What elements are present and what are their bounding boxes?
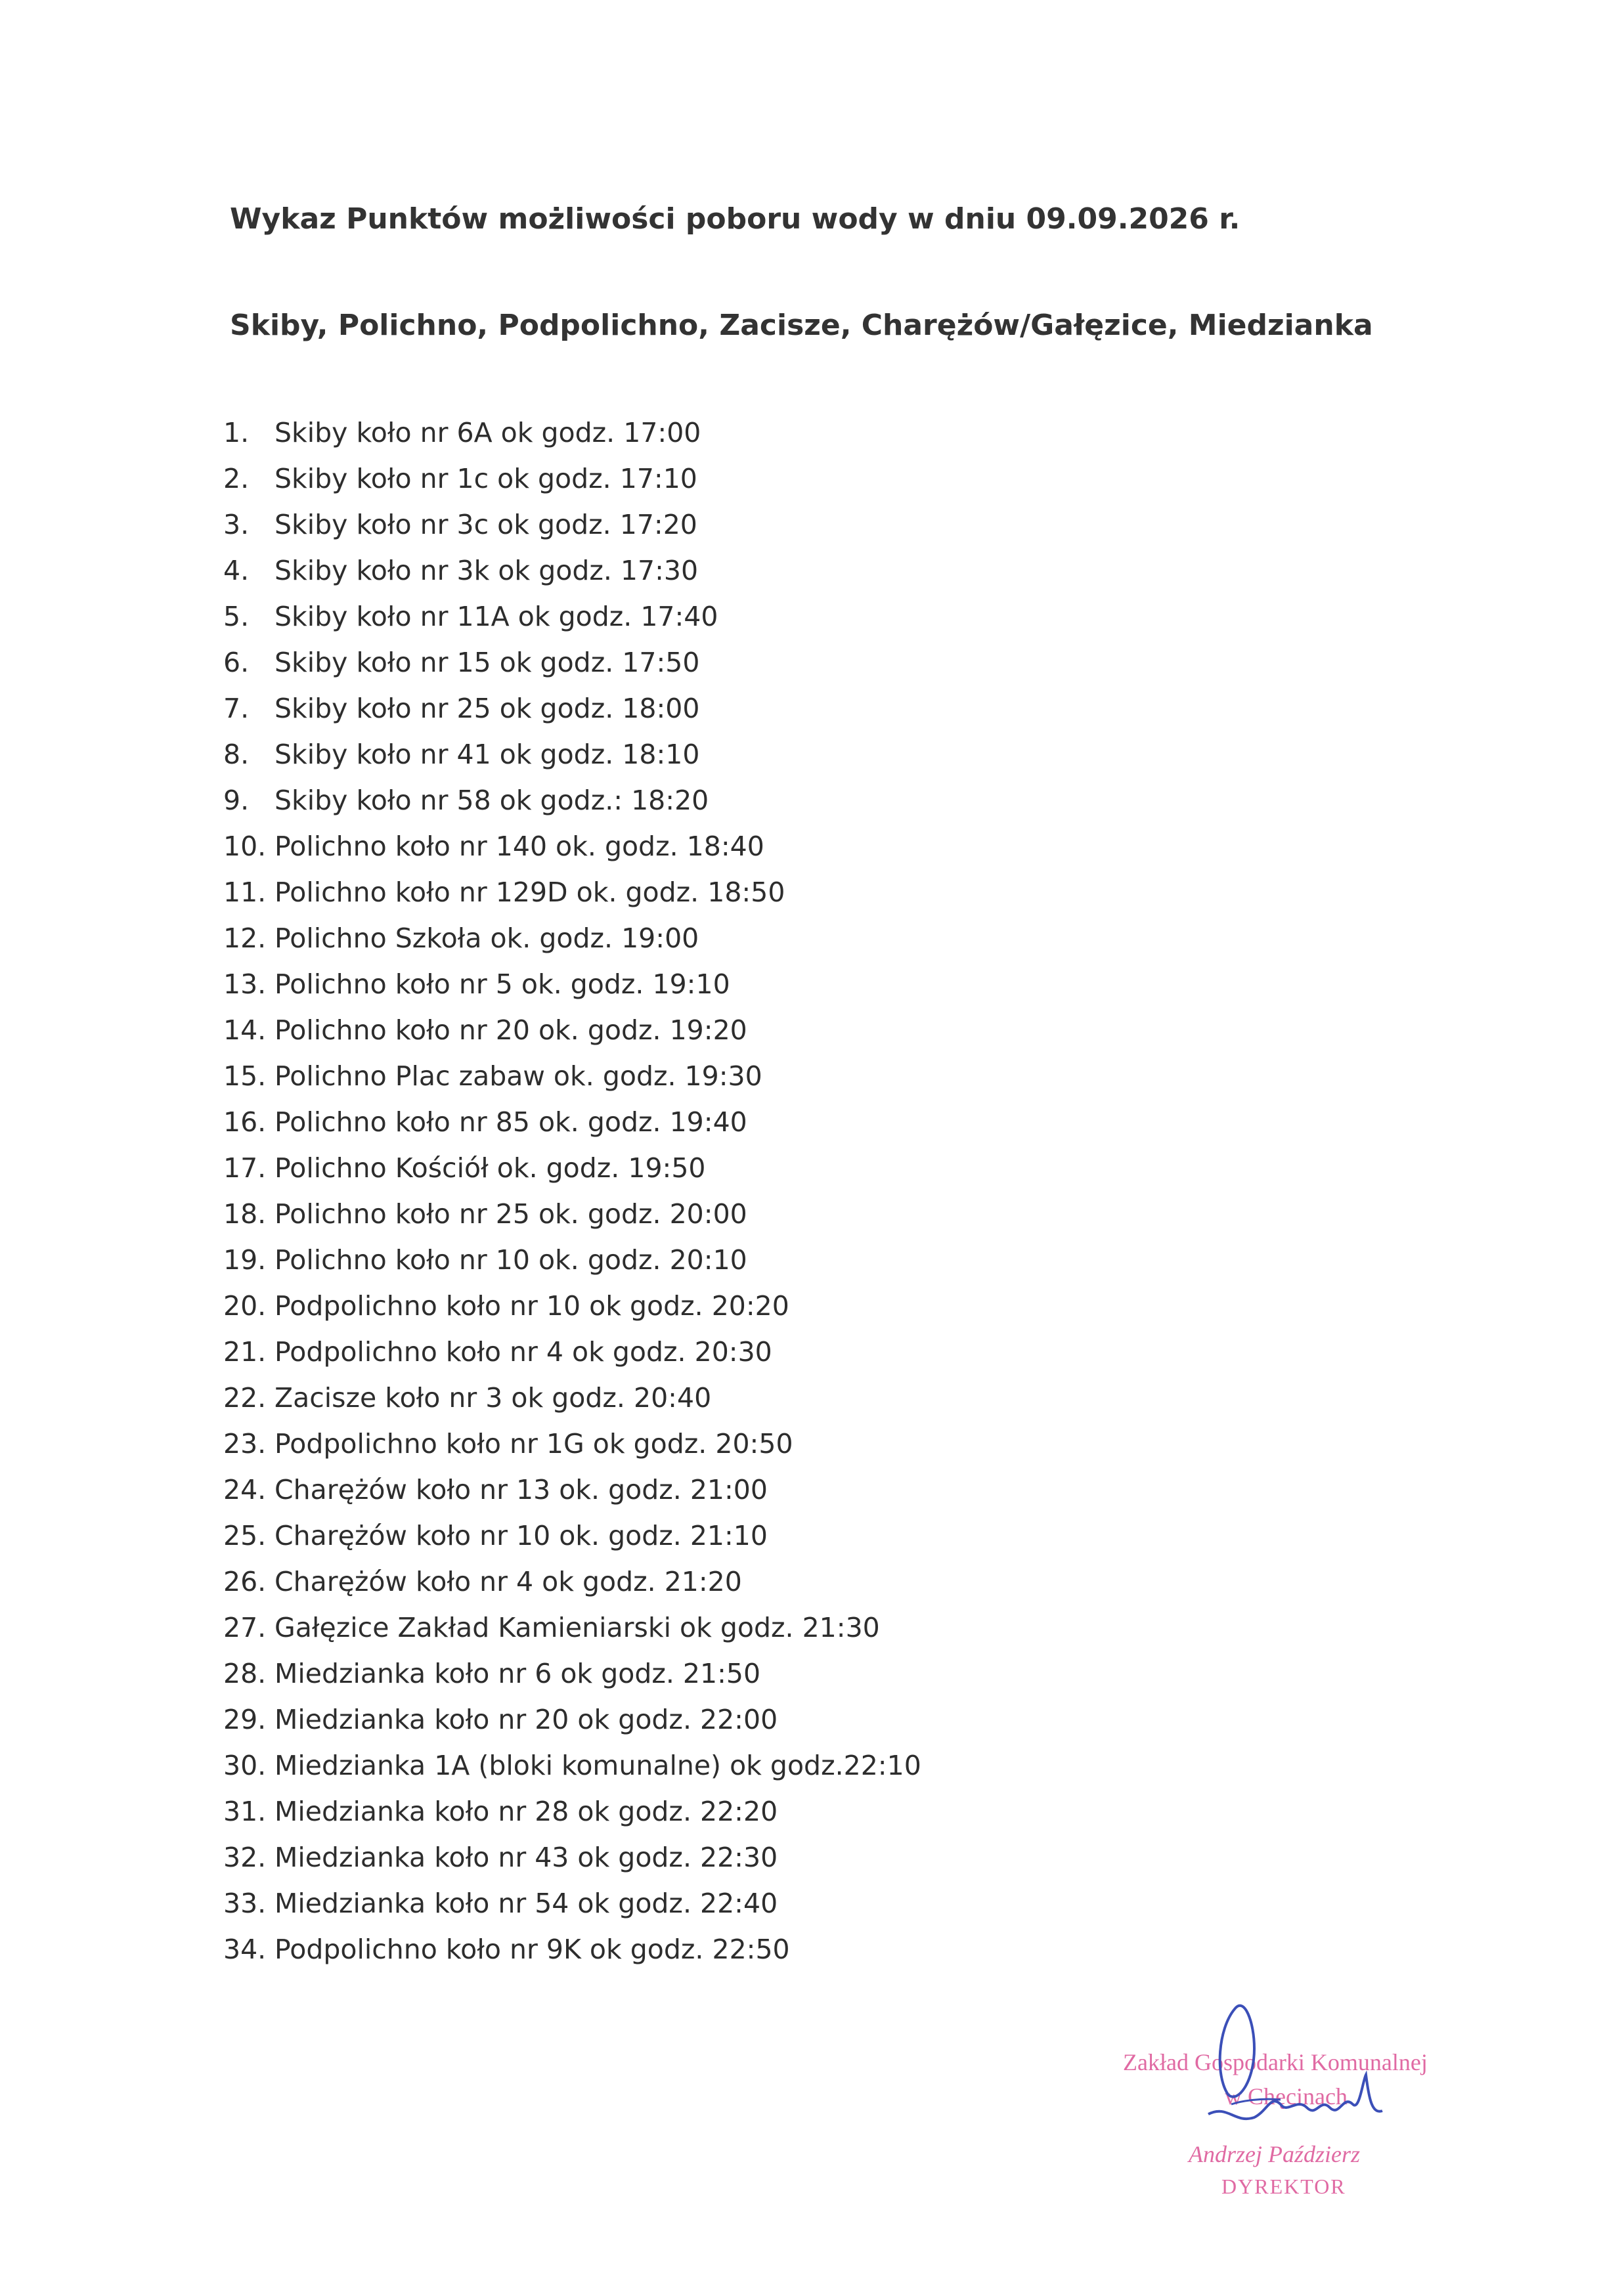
list-item-text: Polichno koło nr 129D ok. godz. 18:50 — [274, 877, 785, 908]
list-item-text: Skiby koło nr 6A ok godz. 17:00 — [274, 417, 701, 448]
list-item-number: 11. — [223, 877, 267, 908]
list-item-text: Skiby koło nr 15 ok godz. 17:50 — [274, 647, 700, 678]
list-item-text: Miedzianka koło nr 20 ok godz. 22:00 — [274, 1704, 778, 1735]
list-item-number: 22. — [223, 1382, 267, 1414]
list-item — [223, 1886, 921, 1932]
stamp-line-3: Andrzej Paździerz — [1189, 2141, 1360, 2167]
list-item-number: 14. — [223, 1014, 267, 1046]
list-item-number: 4. — [223, 555, 250, 586]
list-item — [223, 783, 921, 829]
list-item — [223, 507, 921, 553]
list-item-number: 25. — [223, 1520, 267, 1551]
list-item-number: 13. — [223, 968, 267, 1000]
list-item-text: Skiby koło nr 3k ok godz. 17:30 — [274, 555, 699, 586]
list-item — [223, 1748, 921, 1794]
list-item — [223, 1656, 921, 1702]
list-item — [223, 1702, 921, 1748]
list-item-number: 19. — [223, 1244, 267, 1276]
list-item-number: 20. — [223, 1290, 267, 1322]
list-item — [223, 1196, 921, 1242]
list-item-text: Miedzianka koło nr 43 ok godz. 22:30 — [274, 1842, 778, 1873]
list-item — [223, 1794, 921, 1840]
list-item — [223, 553, 921, 599]
list-item-number: 24. — [223, 1474, 267, 1505]
list-item-number: 18. — [223, 1198, 267, 1230]
document-subtitle: Skiby, Polichno, Podpolichno, Zacisze, Charężów/Gałęzice, Miedzianka — [230, 309, 1373, 342]
list-item-number: 17. — [223, 1152, 267, 1184]
list-item — [223, 1472, 921, 1518]
list-item-text: Miedzianka koło nr 28 ok godz. 22:20 — [274, 1796, 778, 1827]
list-item — [223, 1518, 921, 1564]
list-item-number: 30. — [223, 1750, 267, 1781]
list-item-number: 9. — [223, 785, 250, 816]
list-item — [223, 461, 921, 507]
list-item — [223, 829, 921, 875]
list-item-text: Miedzianka koło nr 54 ok godz. 22:40 — [274, 1888, 778, 1919]
list-item-number: 16. — [223, 1106, 267, 1138]
document-title: Wykaz Punktów możliwości poboru wody w dniu 09.09.2026 r. — [230, 202, 1240, 236]
list-item-text: Charężów koło nr 13 ok. godz. 21:00 — [274, 1474, 768, 1505]
list-item — [223, 1932, 921, 1978]
stamp-line-2: w Chęcinach — [1225, 2083, 1348, 2110]
list-item-number: 3. — [223, 509, 250, 540]
handwritten-signature — [1156, 1983, 1405, 2154]
list-item-number: 7. — [223, 693, 250, 724]
list-item-text: Polichno koło nr 5 ok. godz. 19:10 — [274, 968, 730, 1000]
list-item-text: Podpolichno koło nr 1G ok godz. 20:50 — [274, 1428, 793, 1460]
list-item-text: Miedzianka 1A (bloki komunalne) ok godz.22:10 — [274, 1750, 921, 1781]
list-item-number: 15. — [223, 1060, 267, 1092]
stamp-line-1: Zakład Gospodarki Komunalnej — [1123, 2049, 1428, 2075]
list-item-text: Skiby koło nr 41 ok godz. 18:10 — [274, 739, 700, 770]
list-item — [223, 1564, 921, 1610]
list-item — [223, 1426, 921, 1472]
list-item-text: Polichno Kościół ok. godz. 19:50 — [274, 1152, 706, 1184]
list-item-number: 32. — [223, 1842, 267, 1873]
list-item — [223, 1150, 921, 1196]
list-item-number: 34. — [223, 1934, 267, 1965]
list-item-number: 31. — [223, 1796, 267, 1827]
list-item — [223, 1012, 921, 1058]
list-item-text: Polichno koło nr 85 ok. godz. 19:40 — [274, 1106, 747, 1138]
list-item-text: Polichno koło nr 140 ok. godz. 18:40 — [274, 831, 764, 862]
list-item-number: 26. — [223, 1566, 267, 1597]
list-item — [223, 1058, 921, 1104]
list-item-text: Skiby koło nr 3c ok godz. 17:20 — [274, 509, 697, 540]
list-item — [223, 1840, 921, 1886]
list-item-number: 5. — [223, 601, 250, 632]
list-item — [223, 645, 921, 691]
list-item-text: Charężów koło nr 10 ok. godz. 21:10 — [274, 1520, 768, 1551]
list-item — [223, 1242, 921, 1288]
list-item — [223, 921, 921, 966]
list-item-text: Polichno Plac zabaw ok. godz. 19:30 — [274, 1060, 762, 1092]
list-item-text: Gałęzice Zakład Kamieniarski ok godz. 21:30 — [274, 1612, 880, 1643]
list-item-number: 2. — [223, 463, 250, 494]
list-item — [223, 1334, 921, 1380]
list-item — [223, 1610, 921, 1656]
list-item-number: 29. — [223, 1704, 267, 1735]
list-item — [223, 1104, 921, 1150]
list-item-number: 10. — [223, 831, 267, 862]
water-points-list — [223, 415, 921, 1978]
list-item-text: Polichno koło nr 25 ok. godz. 20:00 — [274, 1198, 747, 1230]
list-item-text: Podpolichno koło nr 9K ok godz. 22:50 — [274, 1934, 790, 1965]
list-item — [223, 875, 921, 921]
list-item-text: Skiby koło nr 25 ok godz. 18:00 — [274, 693, 700, 724]
list-item-text: Skiby koło nr 1c ok godz. 17:10 — [274, 463, 697, 494]
list-item-number: 28. — [223, 1658, 267, 1689]
list-item — [223, 415, 921, 461]
stamp-line-4: DYREKTOR — [1221, 2175, 1346, 2198]
list-item-number: 23. — [223, 1428, 267, 1460]
list-item — [223, 737, 921, 783]
list-item-text: Charężów koło nr 4 ok godz. 21:20 — [274, 1566, 742, 1597]
list-item — [223, 599, 921, 645]
list-item-text: Zacisze koło nr 3 ok godz. 20:40 — [274, 1382, 712, 1414]
list-item-text: Podpolichno koło nr 10 ok godz. 20:20 — [274, 1290, 789, 1322]
list-item-text: Polichno koło nr 10 ok. godz. 20:10 — [274, 1244, 747, 1276]
list-item-text: Polichno koło nr 20 ok. godz. 19:20 — [274, 1014, 747, 1046]
list-item-number: 12. — [223, 922, 267, 954]
list-item-number: 8. — [223, 739, 250, 770]
list-item-number: 1. — [223, 417, 250, 448]
list-item-number: 33. — [223, 1888, 267, 1919]
list-item — [223, 1380, 921, 1426]
list-item — [223, 966, 921, 1012]
list-item — [223, 1288, 921, 1334]
list-item-text: Skiby koło nr 11A ok godz. 17:40 — [274, 601, 718, 632]
list-item-number: 6. — [223, 647, 250, 678]
list-item-text: Polichno Szkoła ok. godz. 19:00 — [274, 922, 699, 954]
list-item-text: Podpolichno koło nr 4 ok godz. 20:30 — [274, 1336, 772, 1368]
list-item-text: Miedzianka koło nr 6 ok godz. 21:50 — [274, 1658, 761, 1689]
list-item-text: Skiby koło nr 58 ok godz.: 18:20 — [274, 785, 709, 816]
list-item-number: 27. — [223, 1612, 267, 1643]
list-item — [223, 691, 921, 737]
list-item-number: 21. — [223, 1336, 267, 1368]
